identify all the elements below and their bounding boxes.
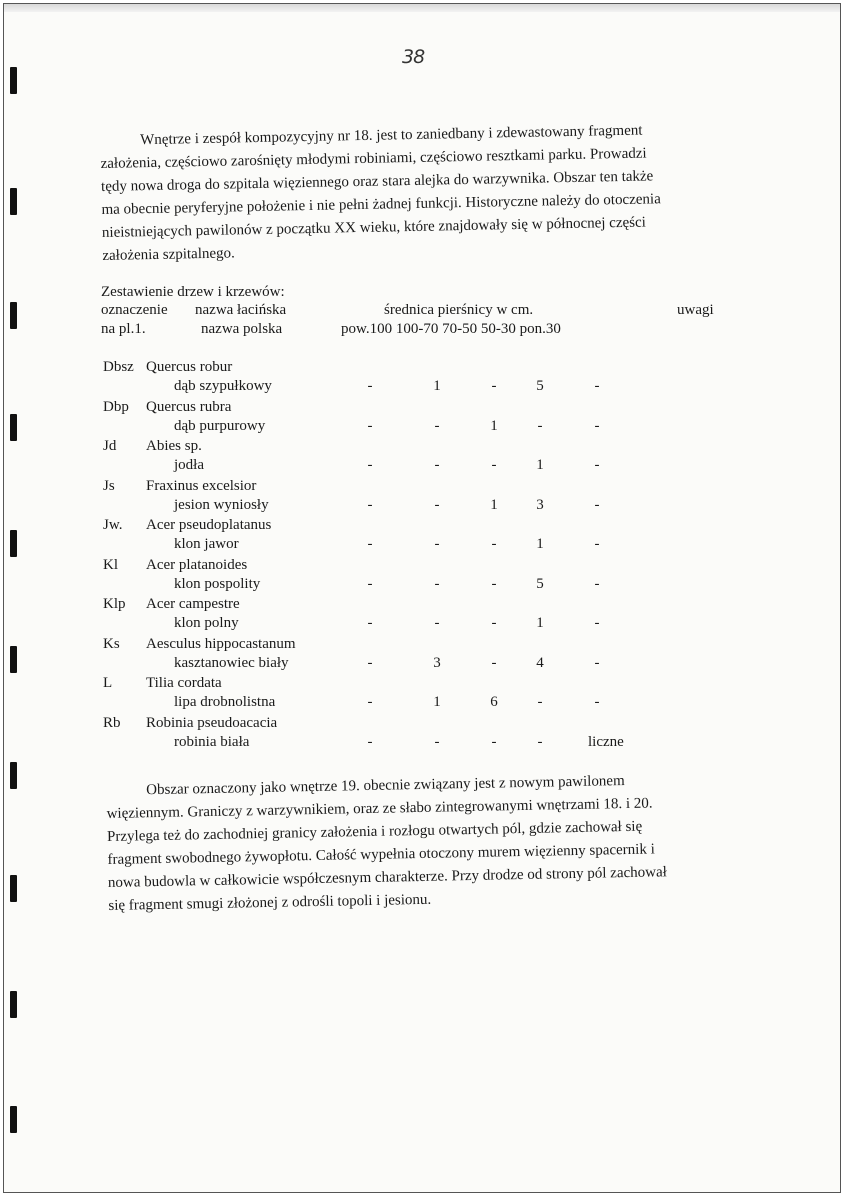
header-notes: uwagi	[677, 302, 714, 318]
tree-code: Jd	[103, 438, 117, 454]
diameter-count: -	[491, 536, 497, 552]
tree-code: Dbsz	[103, 359, 134, 375]
diameter-count: -	[434, 536, 440, 552]
header-diameter: średnica pierśnicy w cm.	[384, 302, 534, 318]
diameter-count: -	[367, 733, 373, 750]
diameter-count: -	[367, 496, 373, 513]
diameter-count: -	[491, 457, 497, 473]
tree-polish-name: kasztanowiec biały	[174, 654, 289, 671]
paragraph-line: założenia szpitalnego.	[102, 245, 235, 264]
diameter-count: -	[491, 378, 497, 394]
diameter-count: 3	[433, 654, 441, 671]
diameter-count: -	[367, 615, 373, 631]
tree-polish-name: robinia biała	[174, 733, 250, 750]
tree-latin-name: Acer pseudoplatanus	[146, 517, 272, 533]
diameter-count: 5	[536, 378, 544, 394]
diameter-count: -	[434, 575, 440, 592]
header-plan: na pl.1.	[101, 321, 146, 337]
tree-polish-name: klon pospolity	[174, 575, 261, 592]
diameter-count: -	[367, 417, 373, 434]
binding-mark	[10, 188, 17, 215]
binding-mark	[10, 414, 17, 441]
tree-polish-name: dąb szypułkowy	[174, 378, 272, 394]
tree-latin-name: Tilia cordata	[146, 675, 222, 691]
binding-mark	[10, 302, 17, 329]
tree-code: Kl	[103, 556, 118, 573]
diameter-count: -	[367, 694, 373, 710]
tree-code: Ks	[103, 635, 120, 652]
page-number: 38	[402, 46, 425, 68]
tree-polish-name: jodła	[174, 457, 204, 473]
diameter-count: -	[367, 457, 373, 473]
diameter-count: 5	[536, 575, 544, 592]
diameter-count: 1	[536, 457, 544, 473]
tree-latin-name: Robinia pseudoacacia	[146, 714, 278, 731]
tree-code: L	[103, 675, 113, 691]
paragraph-2	[106, 768, 754, 918]
diameter-count: -	[434, 615, 440, 631]
diameter-count: 1	[433, 694, 441, 710]
diameter-count: 1	[536, 615, 544, 631]
binding-mark	[10, 991, 17, 1018]
paragraph-line: założenia, częściowo zarośnięty młodymi robiniami, częściowo resztkami parku. Prowadzi	[100, 145, 647, 172]
tree-polish-name: lipa drobnolistna	[174, 694, 276, 710]
diameter-count: -	[537, 733, 543, 750]
diameter-count: -	[594, 496, 600, 513]
diameter-count: -	[594, 457, 600, 473]
tree-latin-name: Acer platanoides	[146, 556, 248, 573]
diameter-count: 6	[490, 694, 498, 710]
diameter-count: -	[594, 536, 600, 552]
diameter-count: -	[594, 575, 600, 592]
binding-mark	[10, 1106, 17, 1133]
diameter-count: -	[491, 733, 497, 750]
scan-edge	[4, 4, 840, 12]
diameter-count: 1	[433, 378, 441, 394]
diameter-count: -	[594, 654, 600, 671]
header-latin: nazwa łacińska	[195, 302, 287, 318]
paragraph-line: fragment swobodnego żywopłotu. Całość wypełnia otoczony murem więzienny spacernik i	[107, 841, 655, 868]
tree-note: liczne	[588, 733, 624, 750]
diameter-count: -	[367, 575, 373, 592]
paragraph-line: Obszar oznaczony jako wnętrze 19. obecnie związany jest z nowym pawilonem	[146, 773, 625, 799]
paragraph-line: się fragment smugi złożonej z odrośli topoli i jesionu.	[108, 891, 432, 914]
tree-code: Klp	[103, 596, 126, 612]
diameter-count: -	[491, 575, 497, 592]
tree-code: Js	[103, 477, 115, 494]
header-polish: nazwa polska	[201, 321, 283, 337]
tree-latin-name: Quercus robur	[146, 359, 233, 375]
paragraph-line: tędy nowa droga do szpitala więziennego oraz stara alejka do warzywnika. Obszar ten także	[100, 168, 654, 195]
tree-code: Jw.	[103, 517, 123, 533]
diameter-count: 1	[490, 417, 498, 434]
paragraph-line: Przylega też do zachodniej granicy założenia i rozłogu otwartych pól, gdzie zachował się	[106, 818, 643, 845]
diameter-count: -	[491, 654, 497, 671]
diameter-count: -	[367, 654, 373, 671]
tree-polish-name: jesion wyniosły	[174, 496, 269, 513]
tree-latin-name: Acer campestre	[146, 596, 240, 612]
paragraph-1	[100, 117, 758, 268]
paragraph-line: ma obecnie peryferyjne położenie i nie pełni żadnej funkcji. Historyczne należy do otoczenia	[101, 191, 661, 218]
diameter-count: -	[594, 417, 600, 434]
binding-mark	[10, 646, 17, 673]
diameter-count: -	[537, 694, 543, 710]
diameter-count: -	[434, 417, 440, 434]
diameter-count: 4	[536, 654, 544, 671]
tree-latin-name: Quercus rubra	[146, 398, 232, 415]
diameter-count: 1	[536, 536, 544, 552]
diameter-count: -	[434, 457, 440, 473]
diameter-count: -	[594, 615, 600, 631]
header-diameter-classes: pow.100 100-70 70-50 50-30 pon.30	[341, 321, 561, 337]
tree-polish-name: klon polny	[174, 615, 239, 631]
diameter-count: -	[594, 378, 600, 394]
paragraph-line: nowa budowla w całkowicie współczesnym charakterze. Przy drodze od strony pól zachował	[107, 864, 668, 891]
tree-latin-name: Aesculus hippocastanum	[146, 635, 296, 652]
header-code: oznaczenie	[101, 302, 168, 318]
tree-latin-name: Abies sp.	[146, 438, 202, 454]
tree-polish-name: klon jawor	[174, 536, 239, 552]
diameter-count: -	[537, 417, 543, 434]
table-title: Zestawienie drzew i krzewów:	[101, 284, 285, 300]
diameter-count: 3	[536, 496, 544, 513]
binding-mark	[10, 875, 17, 902]
binding-mark	[10, 762, 17, 789]
diameter-count: -	[434, 733, 440, 750]
tree-polish-name: dąb purpurowy	[174, 417, 266, 434]
tree-code: Rb	[103, 714, 121, 731]
diameter-count: -	[434, 496, 440, 513]
tree-latin-name: Fraxinus excelsior	[146, 477, 257, 494]
diameter-count: -	[594, 694, 600, 710]
diameter-count: 1	[490, 496, 498, 513]
diameter-count: -	[367, 378, 373, 394]
diameter-count: -	[367, 536, 373, 552]
paragraph-line: Wnętrze i zespół kompozycyjny nr 18. jest to zaniedbany i zdewastowany fragment	[140, 122, 643, 149]
binding-mark	[10, 67, 17, 94]
tree-code: Dbp	[103, 398, 129, 415]
paragraph-line: więziennym. Graniczy z warzywnikiem, oraz ze słabo zintegrowanymi wnętrzami 18. i 20.	[106, 795, 653, 822]
diameter-count: -	[491, 615, 497, 631]
paragraph-line: nieistniejących pawilonów z początku XX wieku, które znajdowały się w północnej części	[101, 214, 647, 241]
binding-mark	[10, 530, 17, 557]
